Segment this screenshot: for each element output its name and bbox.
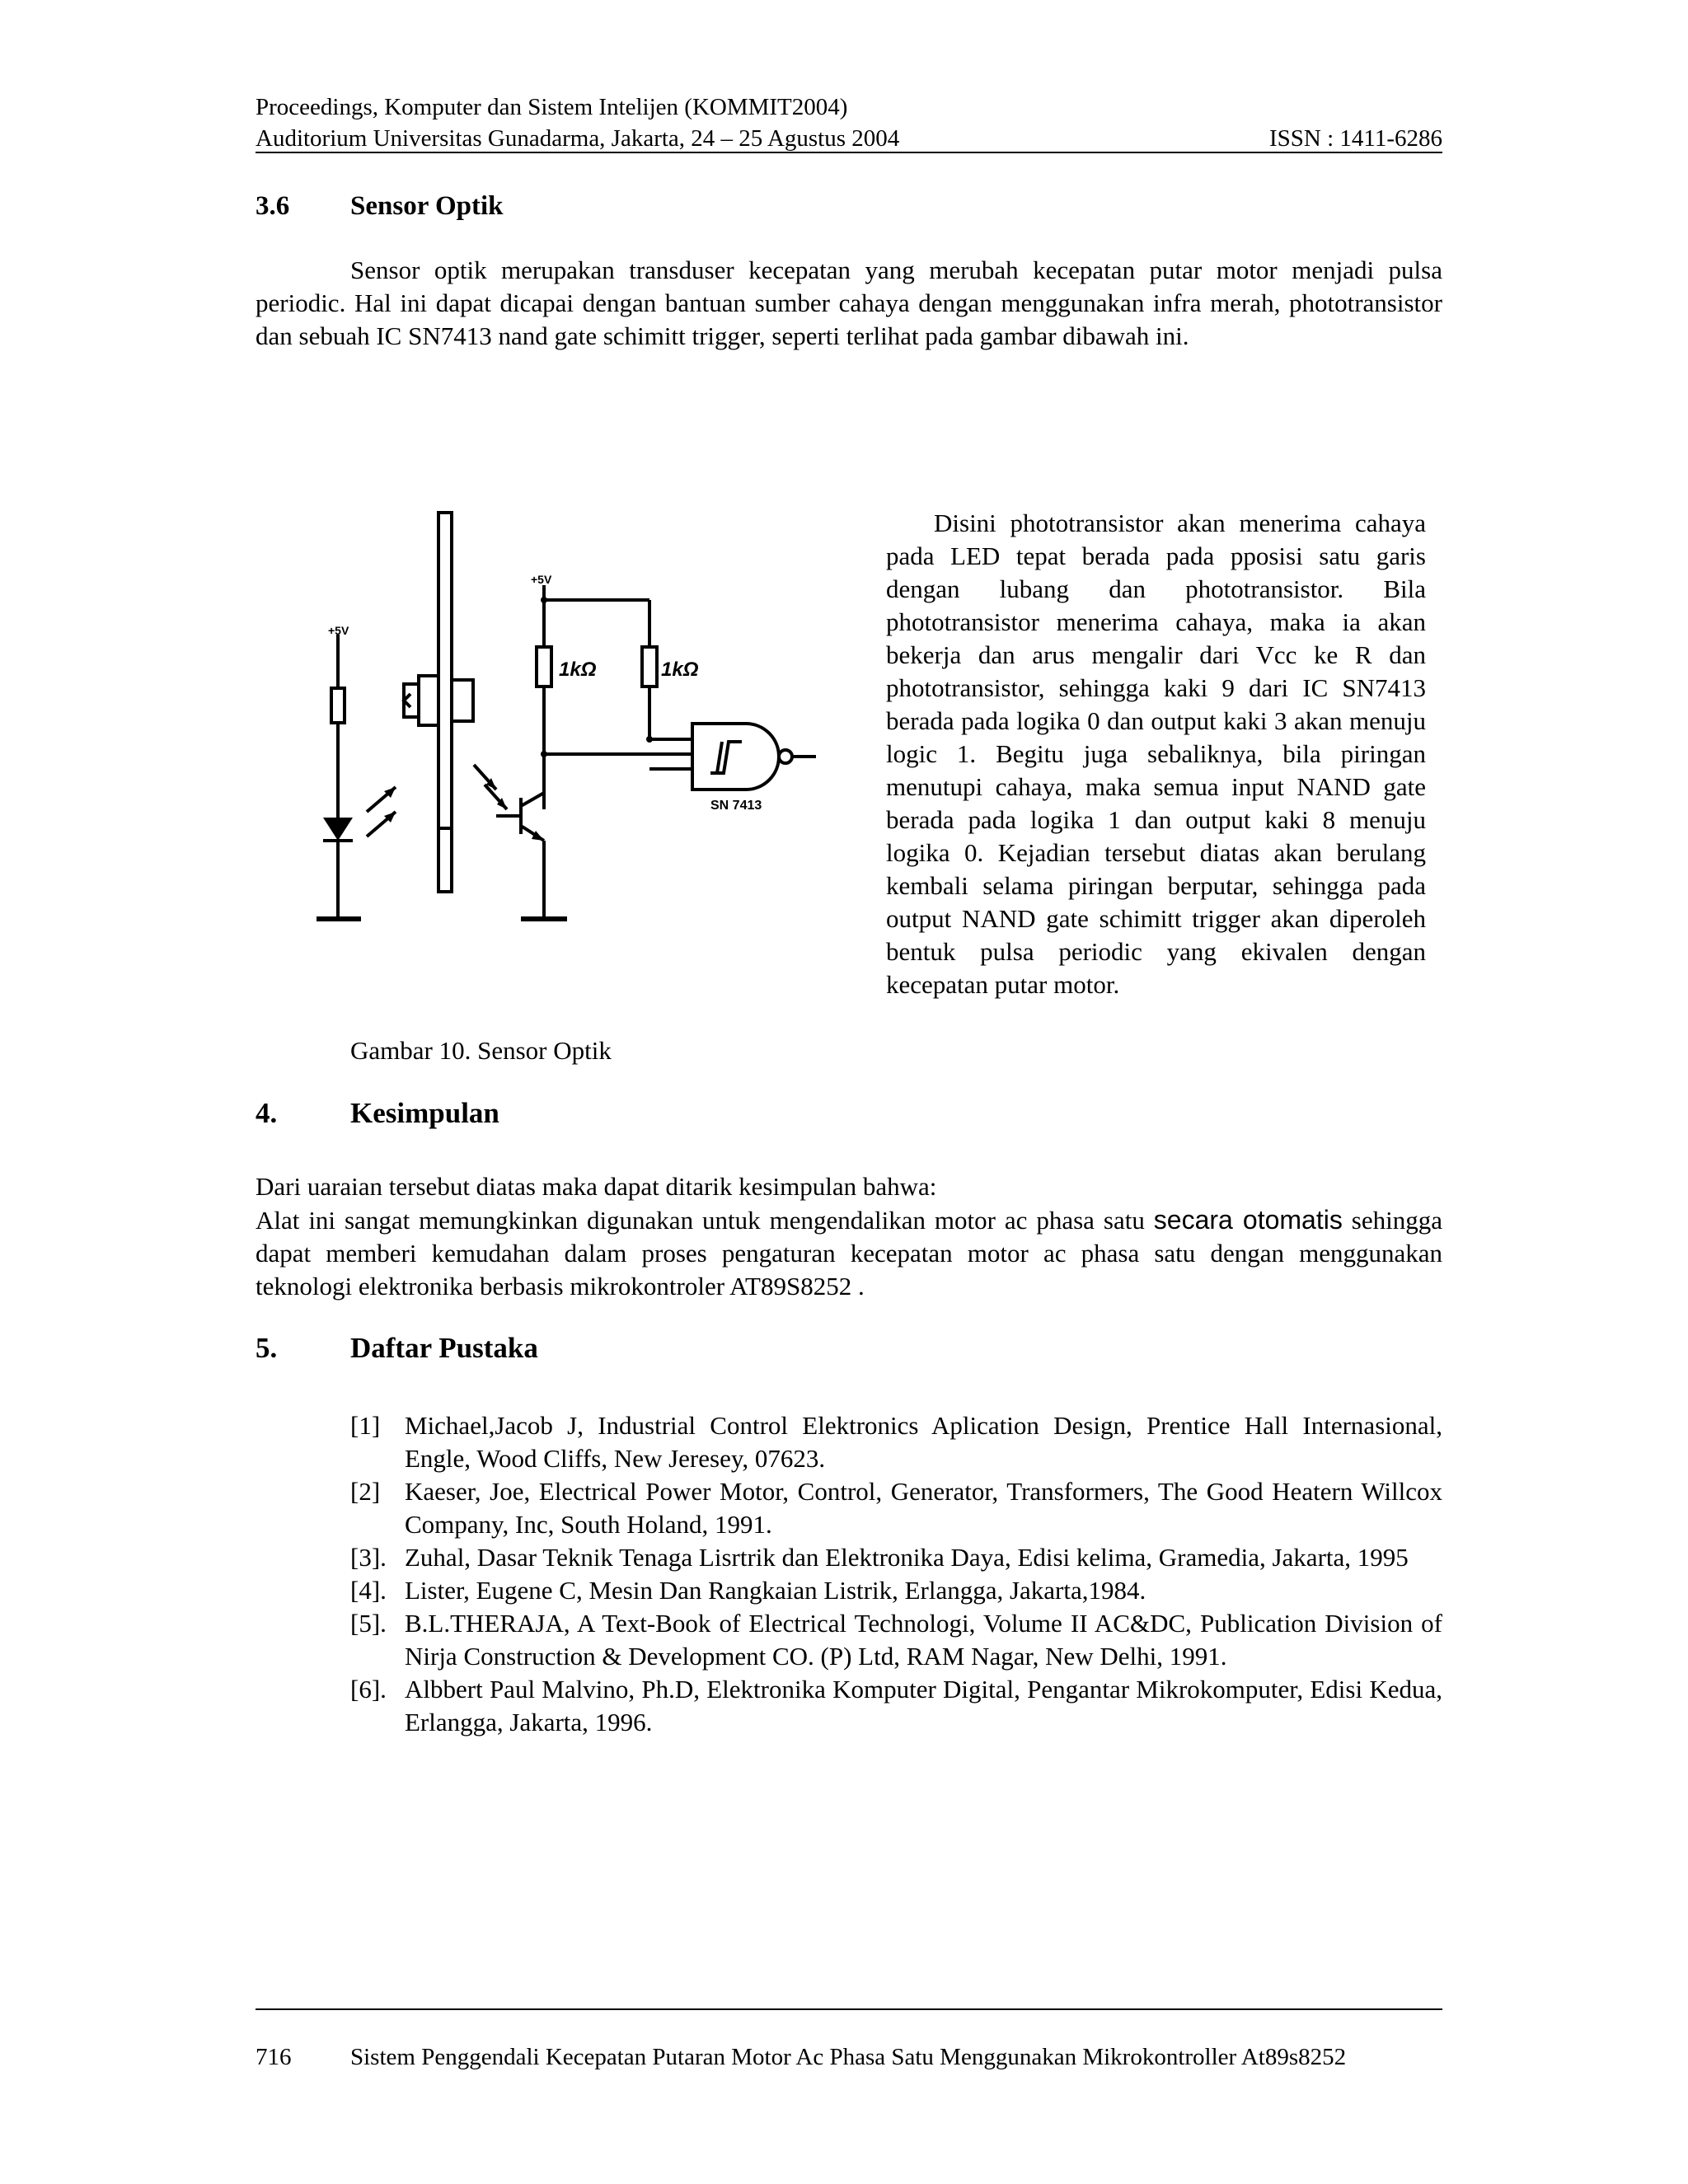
- figure-caption: Gambar 10. Sensor Optik: [350, 1036, 612, 1065]
- running-header-title: Proceedings, Komputer dan Sistem Intelijen (KOMMIT2004): [256, 94, 848, 120]
- section-number-5: 5.: [256, 1332, 278, 1364]
- reference-item: [350, 1541, 1442, 1574]
- resistor-2-label: 1kΩ: [661, 658, 699, 681]
- vcc-left-label: +5V: [328, 624, 349, 637]
- reference-label: [4].: [350, 1576, 387, 1605]
- page-footer: [256, 2042, 1442, 2072]
- section-title-daftar-pustaka: Daftar Pustaka: [350, 1332, 538, 1364]
- reference-label: [6].: [350, 1675, 387, 1704]
- reference-item: [350, 1574, 1442, 1607]
- header-venue-text: Auditorium Universitas Gunadarma, Jakarta, 24 – 25 Agustus 2004: [256, 125, 900, 152]
- reference-label: [5].: [350, 1609, 387, 1638]
- section-title-sensor-optik: Sensor Optik: [350, 191, 504, 221]
- reference-text: Michael,Jacob J, Industrial Control Elektronics Aplication Design, Prentice Hall Internasional, Engle, Wood Cliffs, New Jeresey, 07623.: [405, 1411, 1442, 1473]
- reference-text: Albbert Paul Malvino, Ph.D, Elektronika Komputer Digital, Pengantar Mikrokomputer, Edisi Kedua, Erlangga, Jakarta, 1996.: [405, 1675, 1442, 1736]
- kesimpulan-text-start: Alat ini sangat memungkinkan digunakan untuk mengendalikan motor ac phasa satu: [256, 1206, 1154, 1235]
- kesimpulan-emphasis: secara otomatis: [1153, 1205, 1343, 1235]
- reference-item: [350, 1409, 1442, 1475]
- section-number-3-6: 3.6: [256, 191, 290, 221]
- reference-label: [3].: [350, 1543, 387, 1572]
- figure-explanation-text: Disini phototransistor akan menerima cahaya pada LED tepat berada pada pposisi satu garis dengan lubang dan phototransistor. Bila phototransistor menerima cahaya, maka ia akan bekerja dan arus mengalir dari Vcc ke R dan phototransistor, sehingga kaki 9 dari IC SN7413 berada pada logika 0 dan output kaki 3 akan menuju logic 1. Begitu juga sebaliknya, bila piringan menutupi cahaya, maka semua input NAND gate berada pada logika 1 dan output kaki 8 menuju logika 0. Kejadian tersebut diatas akan berulang kembali selama piringan berputar, sehingga pada output NAND gate schimitt trigger akan diperoleh bentuk pulsa periodic yang ekivalen dengan kecepatan putar motor.: [886, 509, 1426, 999]
- ic-label: SN 7413: [710, 799, 762, 813]
- resistor-1-label: 1kΩ: [559, 658, 597, 681]
- footer-title: Sistem Penggendali Kecepatan Putaran Motor Ac Phasa Satu Menggunakan Mikrokontroller At89s8252: [350, 2044, 1347, 2070]
- reference-list: [350, 1409, 1442, 1739]
- header-issn: ISSN : 1411-6286: [1269, 125, 1442, 152]
- section-title-kesimpulan: Kesimpulan: [350, 1097, 499, 1129]
- reference-text: Zuhal, Dasar Teknik Tenaga Lisrtrik dan Elektronika Daya, Edisi kelima, Gramedia, Jakarta, 1995: [405, 1543, 1409, 1572]
- reference-item: [350, 1475, 1442, 1541]
- kesimpulan-paragraph: [256, 1203, 1442, 1303]
- sensor-optik-circuit-figure: [305, 503, 841, 948]
- running-header-venue: [256, 124, 1442, 153]
- section-number-4: 4.: [256, 1097, 278, 1129]
- reference-text: B.L.THERAJA, A Text-Book of Electrical Technologi, Volume II AC&DC, Publication Division of Nirja Construction & Development CO. (P) Ltd, RAM Nagar, New Delhi, 1991.: [405, 1609, 1442, 1671]
- kesimpulan-intro: Dari uaraian tersebut diatas maka dapat ditarik kesimpulan bahwa:: [256, 1172, 937, 1201]
- reference-label: [1]: [350, 1411, 381, 1440]
- kesimpulan-text-end: sehingga dapat memberi kemudahan dalam proses pengaturan kecepatan motor ac phasa satu dengan menggunakan teknologi elektronika berbasis mikrokontroler AT89S8252 .: [256, 1206, 1443, 1301]
- reference-label: [2]: [350, 1477, 381, 1506]
- reference-text: Lister, Eugene C, Mesin Dan Rangkaian Listrik, Erlangga, Jakarta,1984.: [405, 1576, 1146, 1605]
- footer-rule: [256, 2008, 1442, 2010]
- reference-item: [350, 1673, 1442, 1739]
- vcc-right-label: +5V: [531, 573, 552, 586]
- reference-item: [350, 1607, 1442, 1673]
- section-3-6-paragraph: Sensor optik merupakan transduser kecepatan yang merubah kecepatan putar motor menjadi pulsa periodic. Hal ini dapat dicapai dengan bantuan sumber cahaya dengan menggunakan infra merah, phototransistor dan sebuah IC SN7413 nand gate schimitt trigger, seperti terlihat pada gambar dibawah ini.: [256, 255, 1442, 350]
- header-rule: [256, 152, 1442, 153]
- reference-text: Kaeser, Joe, Electrical Power Motor, Control, Generator, Transformers, The Good Heatern Willcox Company, Inc, South Holand, 1991.: [405, 1477, 1442, 1539]
- page-number: 716: [256, 2044, 292, 2070]
